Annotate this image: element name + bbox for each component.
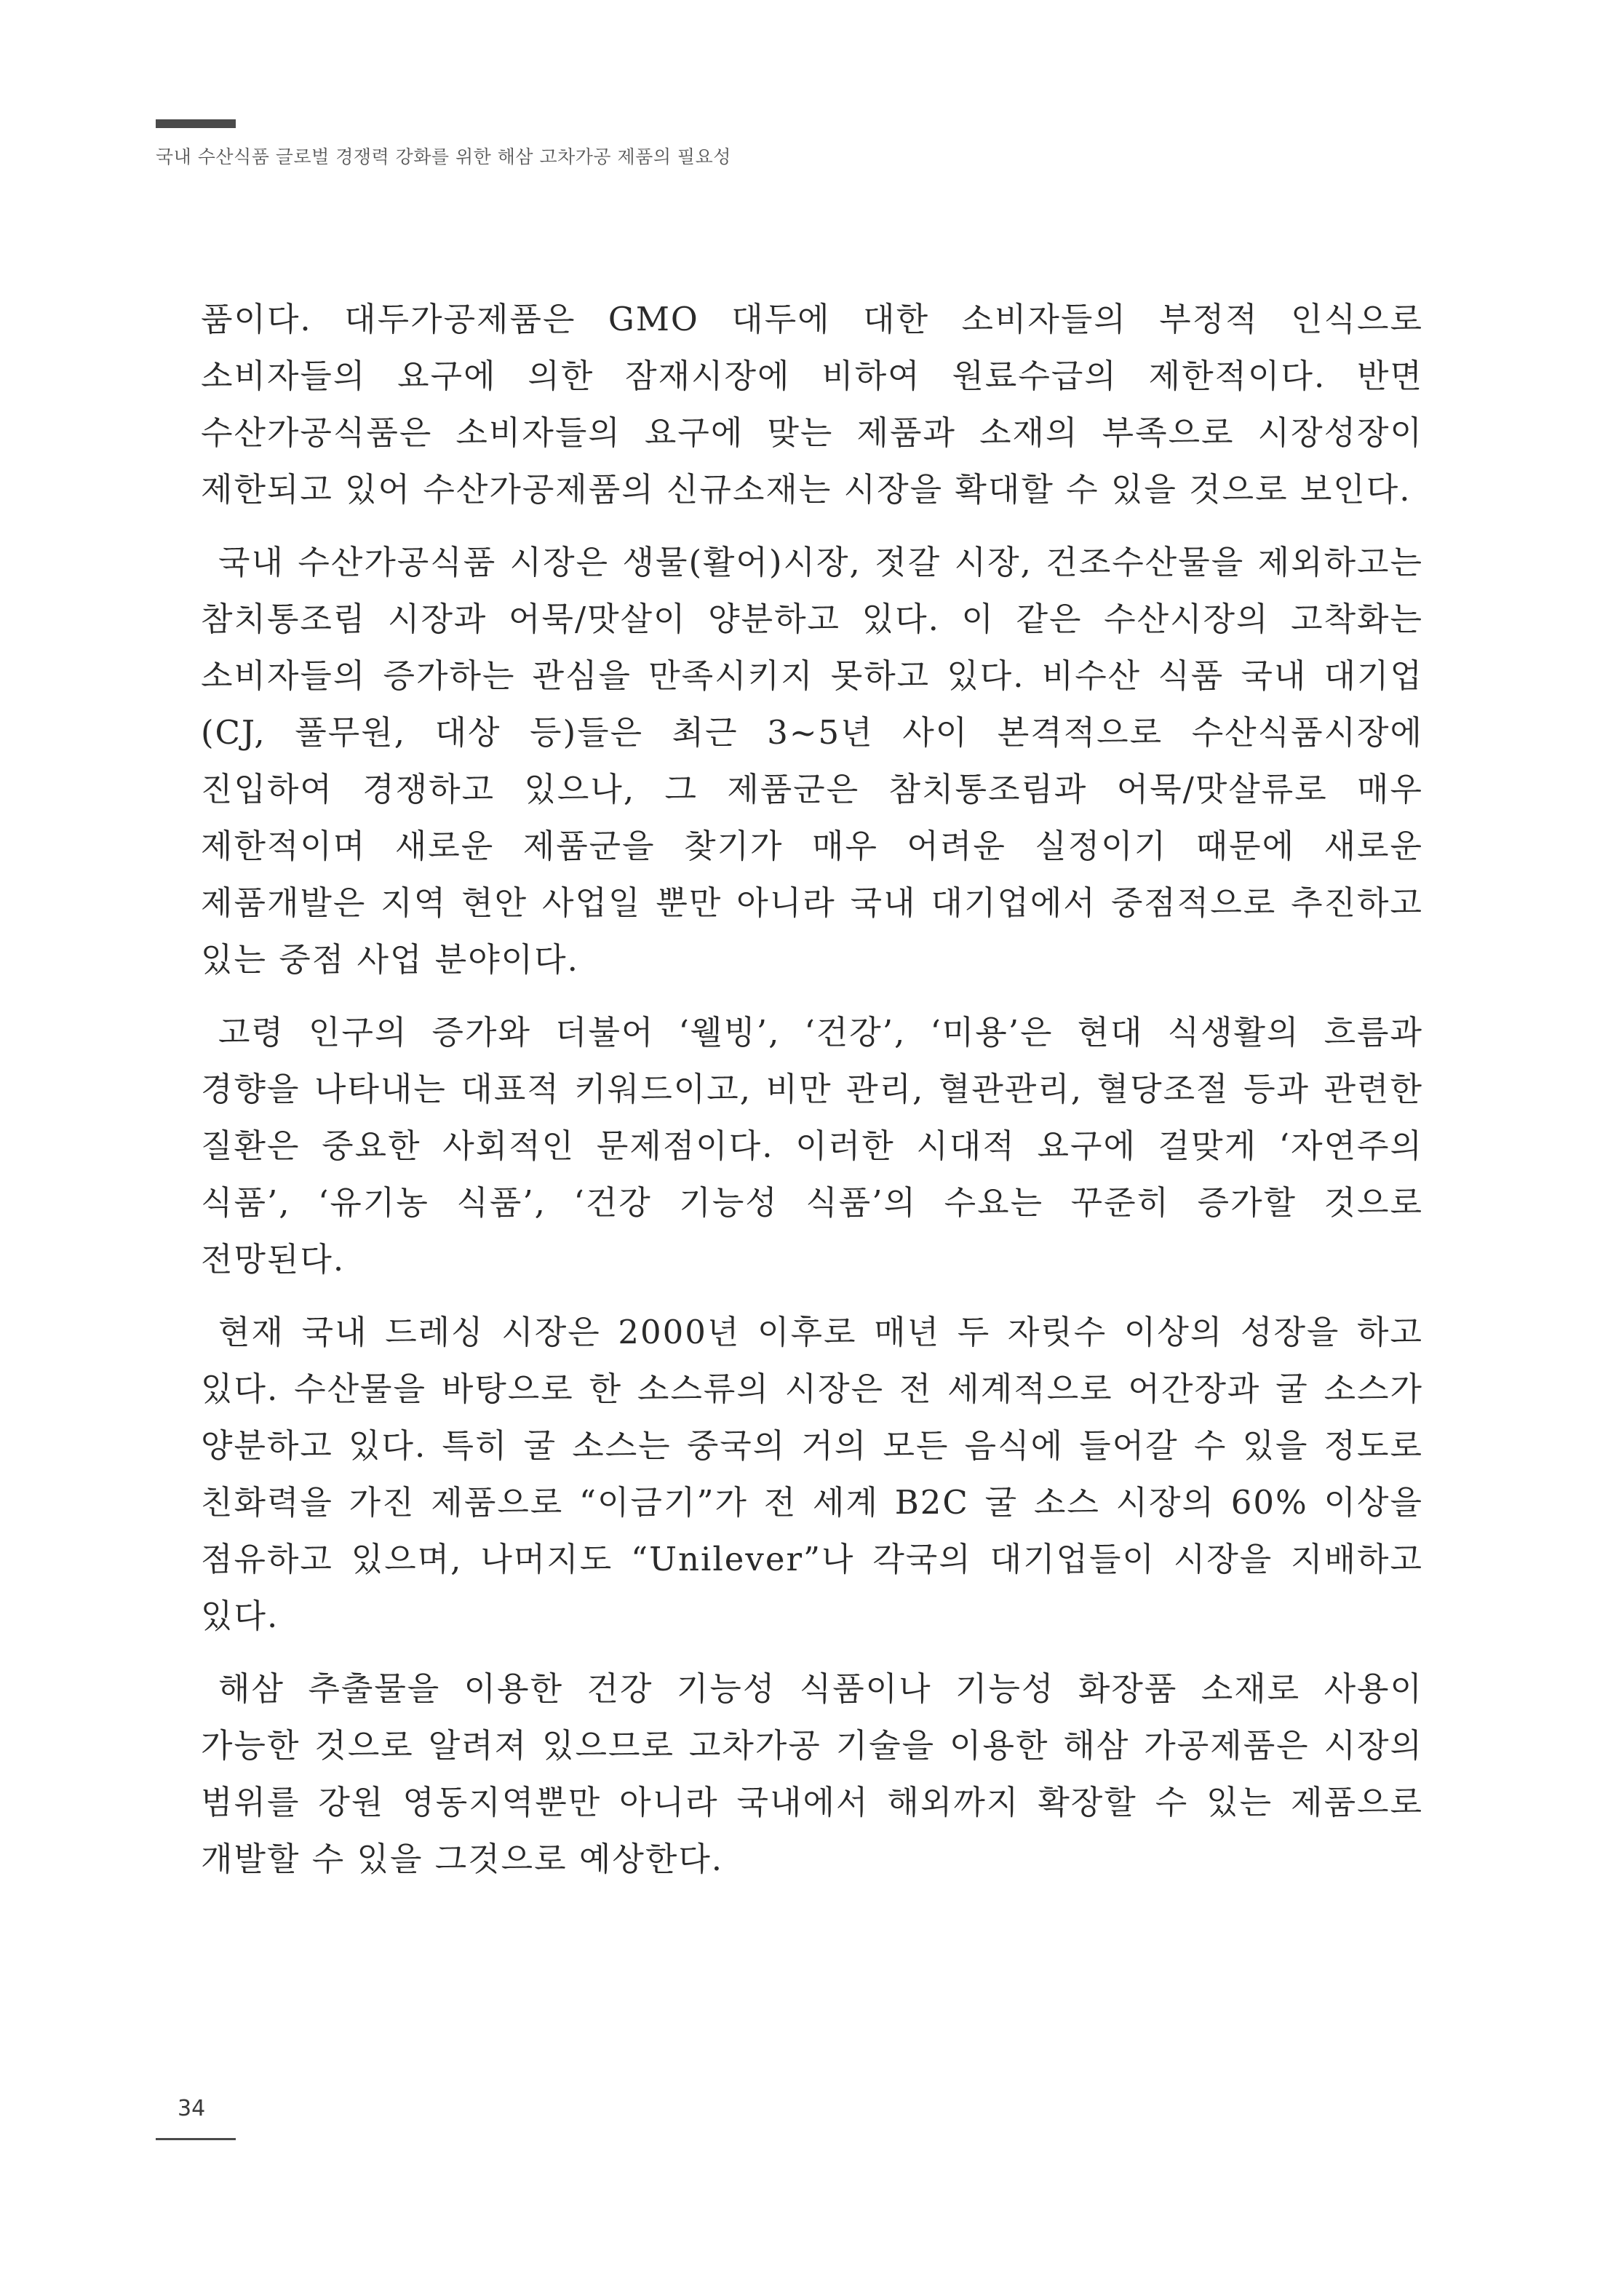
paragraph-2: 국내 수산가공식품 시장은 생물(활어)시장, 젓갈 시장, 건조수산물을 제외하고는 참치통조림 시장과 어묵/맛살이 양분하고 있다. 이 같은 수산시장의 고착화는 소비자들의 증가하는 관심을 만족시키지 못하고 있다. 비수산 식품 국내 대기업(CJ, 풀무원, 대상 등)들은 최근 3~5년 사이 본격적으로 수산식품시장에 진입하여 경쟁하고 있으나, 그 제품군은 참치통조림과 어묵/맛살류로 매우 제한적이며 새로운 제품군을 찾기가 매우 어려운 실정이기 때문에 새로운 제품개발은 지역 현안 사업일 뿐만 아니라 국내 대기업에서 중점적으로 추진하고 있는 중점 사업 분야이다. (201, 543, 1423, 979)
page-number: 34 (178, 2096, 206, 2121)
paragraph-1: 품이다. 대두가공제품은 GMO 대두에 대한 소비자들의 부정적 인식으로 소비자들의 요구에 의한 잠재시장에 비하여 원료수급의 제한적이다. 반면 수산가공식품은 소비자들의 요구에 맞는 제품과 소재의 부족으로 시장성장이 제한되고 있어 수산가공제품의 신규소재는 시장을 확대할 수 있을 것으로 보인다. (201, 300, 1424, 509)
paragraph-4: 현재 국내 드레싱 시장은 2000년 이후로 매년 두 자릿수 이상의 성장을 하고 있다. 수산물을 바탕으로 한 소스류의 시장은 전 세계적으로 어간장과 굴 소스가 양분하고 있다. 특히 굴 소스는 중국의 거의 모든 음식에 들어갈 수 있을 정도로 친화력을 가진 제품으로 “이금기”가 전 세계 B2C 굴 소스 시장의 60% 이상을 점유하고 있으며, 나머지도 “Unilever”나 각국의 대기업들이 시장을 지배하고 있다. (201, 1313, 1423, 1635)
header-accent-bar (156, 119, 236, 128)
body-text (201, 291, 1423, 1904)
paragraph-5: 해삼 추출물을 이용한 건강 기능성 식품이나 기능성 화장품 소재로 사용이 가능한 것으로 알려져 있으므로 고차가공 기술을 이용한 해삼 가공제품은 시장의 범위를 강원 영동지역뿐만 아니라 국내에서 해외까지 확장할 수 있는 제품으로 개발할 수 있을 그것으로 예상한다. (201, 1669, 1423, 1878)
footer-rule (156, 2138, 236, 2140)
paragraph-3: 고령 인구의 증가와 더불어 ‘웰빙’, ‘건강’, ‘미용’은 현대 식생활의 흐름과 경향을 나타내는 대표적 키워드이고, 비만 관리, 혈관관리, 혈당조절 등과 관련한 질환은 중요한 사회적인 문제점이다. 이러한 시대적 요구에 걸맞게 ‘자연주의 식품’, ‘유기농 식품’, ‘건강 기능성 식품’의 수요는 꾸준히 증가할 것으로 전망된다. (201, 1013, 1423, 1279)
running-title: 국내 수산식품 글로벌 경쟁력 강화를 위한 해삼 고차가공 제품의 필요성 (156, 146, 731, 167)
